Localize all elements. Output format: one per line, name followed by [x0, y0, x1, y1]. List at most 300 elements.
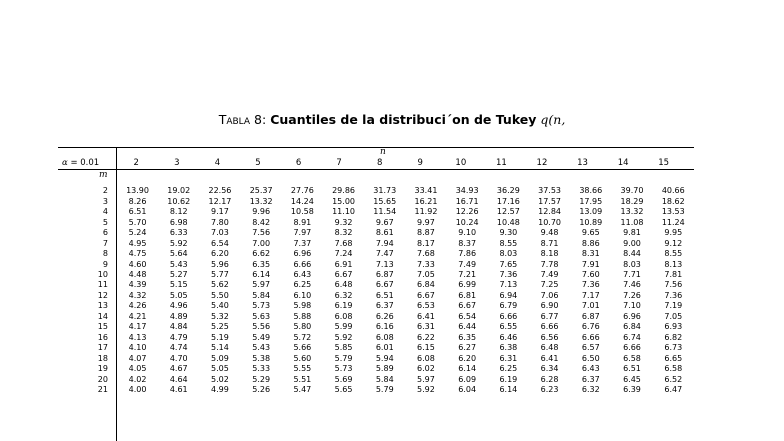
table-cell: 6.51: [128, 207, 147, 217]
column-header-n: 13: [577, 158, 588, 168]
table-cell: 9.96: [252, 207, 271, 217]
column-header-n: 2: [133, 158, 139, 168]
table-row: [58, 217, 694, 227]
table-cell: 8.71: [540, 238, 559, 248]
table-cell: 6.87: [375, 269, 394, 279]
table-cell: 6.58: [664, 364, 683, 374]
table-cell: 6.01: [375, 343, 394, 353]
table-cell: 4.07: [128, 353, 147, 363]
table-cell: 5.55: [293, 364, 312, 374]
row-m-value: 6: [102, 228, 108, 238]
table-cell: 5.27: [169, 269, 188, 279]
table-cell: 8.91: [293, 217, 312, 227]
table-cell: 5.40: [211, 301, 229, 311]
table-row: [58, 270, 694, 280]
table-cell: 8.86: [581, 238, 600, 248]
table-row: [58, 249, 694, 259]
table-cell: 6.19: [334, 301, 353, 311]
table-cell: 5.92: [334, 332, 353, 342]
table-cell: 5.69: [334, 374, 353, 384]
table-cell: 4.64: [169, 374, 188, 384]
table-cell: 4.13: [128, 332, 147, 342]
table-cell: 6.08: [417, 353, 435, 363]
column-header-n: 11: [495, 158, 507, 168]
table-cell: 4.05: [128, 364, 147, 374]
table-cell: 5.60: [293, 353, 312, 363]
table-cell: 7.06: [540, 290, 559, 300]
column-header-n: 5: [255, 158, 261, 168]
table-cell: 7.56: [252, 228, 271, 238]
table-cell: 8.26: [128, 196, 147, 206]
row-m-value: 16: [97, 332, 108, 342]
table-cell: 6.82: [664, 332, 683, 342]
table-cell: 7.05: [664, 311, 683, 321]
table-cell: 8.31: [581, 249, 600, 259]
table-cell: 6.50: [581, 353, 600, 363]
row-m-value: 7: [102, 238, 108, 248]
table-cell: 5.99: [334, 322, 353, 332]
table-cell: 7.81: [664, 269, 683, 279]
table-cell: 5.84: [252, 290, 271, 300]
row-m-value: 14: [97, 311, 108, 321]
table-cell: 9.65: [581, 228, 600, 238]
table-cell: 6.02: [417, 364, 435, 374]
table-cell: 13.32: [620, 207, 644, 217]
table-cell: 6.66: [540, 322, 559, 332]
table-cell: 7.46: [623, 280, 641, 290]
table-cell: 6.32: [581, 385, 600, 395]
table-cell: 4.95: [128, 238, 147, 248]
table-cell: 9.32: [334, 217, 353, 227]
table-cell: 4.74: [169, 343, 188, 353]
table-cell: 4.26: [128, 301, 147, 311]
table-cell: 8.18: [540, 249, 559, 259]
table-cell: 33.41: [414, 186, 438, 196]
table-cell: 16.71: [455, 196, 479, 206]
table-cell: 9.30: [499, 228, 518, 238]
table-cell: 5.70: [128, 217, 147, 227]
table-cell: 5.94: [375, 353, 394, 363]
table-cell: 7.49: [458, 259, 477, 269]
table-cell: 8.13: [664, 259, 683, 269]
table-cell: 6.10: [293, 290, 312, 300]
table-cell: 5.98: [293, 301, 312, 311]
table-cell: 7.65: [499, 259, 518, 269]
table-cell: 6.73: [664, 343, 683, 353]
table-cell: 4.39: [128, 280, 147, 290]
table-cell: 6.84: [417, 280, 435, 290]
table-cell: 6.57: [581, 343, 600, 353]
table-row: [58, 354, 694, 364]
table-cell: 4.17: [128, 322, 147, 332]
table-cell: 17.57: [538, 196, 562, 206]
table-cell: 40.66: [661, 186, 685, 196]
table-cell: 6.66: [293, 259, 312, 269]
table-cell: 8.32: [334, 228, 353, 238]
table-cell: 7.00: [252, 238, 271, 248]
table-caption-text: Cuantiles de la distribuci´on de Tukey: [270, 112, 537, 127]
table-cell: 7.56: [664, 280, 683, 290]
table-cell: 38.66: [579, 186, 603, 196]
table-row: [58, 322, 694, 332]
table-cell: 5.65: [334, 385, 353, 395]
table-cell: 6.87: [581, 311, 600, 321]
row-m-value: 19: [97, 364, 108, 374]
table-cell: 10.48: [496, 217, 520, 227]
table-cell: 13.90: [126, 186, 149, 196]
table-cell: 8.55: [664, 249, 683, 259]
table-cell: 6.44: [458, 322, 477, 332]
table-cell: 6.37: [375, 301, 394, 311]
top-rule: [58, 147, 694, 148]
table-cell: 6.14: [458, 364, 477, 374]
row-m-value: 9: [102, 259, 108, 269]
table-row: [58, 186, 694, 196]
table-cell: 9.10: [458, 228, 477, 238]
table-cell: 6.76: [581, 322, 600, 332]
column-header-n: 12: [536, 158, 548, 168]
table-cell: 8.42: [252, 217, 271, 227]
table-caption-function: q(n,: [540, 112, 566, 127]
row-m-value: 5: [102, 217, 108, 227]
table-cell: 10.62: [167, 196, 191, 206]
table-cell: 7.36: [581, 280, 600, 290]
table-cell: 5.32: [211, 311, 229, 321]
table-cell: 16.21: [414, 196, 438, 206]
table-cell: 5.79: [334, 353, 353, 363]
table-cell: 13.32: [249, 196, 273, 206]
table-cell: 6.77: [540, 311, 559, 321]
alpha-symbol: α: [62, 158, 68, 168]
table-cell: 6.26: [375, 311, 394, 321]
table-cell: 7.10: [623, 301, 641, 311]
table-cell: 12.57: [496, 207, 520, 217]
table-caption-prefix: Tabla: [218, 112, 251, 127]
table-cell: 11.54: [373, 207, 397, 217]
table-number: 8:: [254, 112, 267, 127]
table-cell: 7.60: [581, 269, 600, 279]
table-cell: 6.08: [334, 311, 353, 321]
table-cell: 15.65: [373, 196, 397, 206]
table-cell: 11.10: [332, 207, 355, 217]
row-m-value: 10: [97, 269, 108, 279]
table-cell: 4.48: [128, 269, 147, 279]
table-cell: 34.93: [455, 186, 479, 196]
table-cell: 13.53: [661, 207, 685, 217]
table-cell: 39.70: [620, 186, 644, 196]
column-header-n: 8: [376, 158, 383, 168]
table-cell: 6.20: [458, 353, 477, 363]
column-header-n: 6: [295, 158, 302, 168]
table-cell: 6.43: [581, 364, 600, 374]
table-cell: 5.64: [169, 249, 188, 259]
table-cell: 6.52: [664, 374, 683, 384]
table-title: [0, 112, 784, 127]
table-row: [58, 259, 694, 269]
table-cell: 6.25: [293, 280, 312, 290]
table-cell: 8.12: [169, 207, 188, 217]
table-cell: 10.24: [455, 217, 479, 227]
table-cell: 12.17: [208, 196, 232, 206]
table-cell: 17.16: [496, 196, 520, 206]
table-cell: 6.67: [334, 269, 353, 279]
table-cell: 6.58: [623, 353, 641, 363]
table-cell: 5.09: [211, 353, 229, 363]
table-cell: 5.73: [252, 301, 271, 311]
table-cell: 4.84: [169, 322, 188, 332]
table-cell: 8.03: [499, 249, 518, 259]
table-cell: 5.26: [252, 385, 271, 395]
table-cell: 9.67: [375, 217, 394, 227]
table-cell: 5.56: [252, 322, 271, 332]
table-cell: 6.34: [540, 364, 559, 374]
table-cell: 7.47: [375, 249, 394, 259]
table-cell: 6.55: [499, 322, 518, 332]
table-cell: 8.37: [458, 238, 477, 248]
table-cell: 5.84: [375, 374, 394, 384]
table-cell: 7.80: [211, 217, 229, 227]
row-m-value: 18: [97, 353, 108, 363]
table-cell: 7.78: [540, 259, 559, 269]
table-cell: 7.26: [623, 290, 641, 300]
table-cell: 6.98: [169, 217, 188, 227]
table-cell: 8.44: [623, 249, 641, 259]
table-cell: 6.31: [417, 322, 435, 332]
table-cell: 6.32: [334, 290, 353, 300]
table-cell: 5.43: [252, 343, 271, 353]
table-cell: 6.48: [334, 280, 353, 290]
table-cell: 6.48: [540, 343, 559, 353]
table-cell: 7.13: [375, 259, 394, 269]
table-cell: 6.35: [458, 332, 477, 342]
table-cell: 6.45: [623, 374, 641, 384]
table-cell: 5.05: [211, 364, 229, 374]
table-cell: 6.38: [499, 343, 518, 353]
table-row: [58, 228, 694, 238]
table-cell: 7.03: [211, 228, 229, 238]
table-cell: 4.02: [128, 374, 147, 384]
table-cell: 29.86: [332, 186, 355, 196]
table-cell: 7.49: [540, 269, 559, 279]
table-cell: 9.17: [211, 207, 229, 217]
table-cell: 5.24: [128, 228, 147, 238]
row-m-value: 12: [97, 290, 108, 300]
table-cell: 6.99: [458, 280, 477, 290]
table-cell: 12.84: [538, 207, 562, 217]
table-cell: 18.29: [620, 196, 644, 206]
table-cell: 7.05: [417, 269, 435, 279]
table-cell: 6.66: [623, 343, 641, 353]
table-cell: 6.53: [417, 301, 435, 311]
table-row: [58, 238, 694, 248]
table-cell: 6.93: [664, 322, 683, 332]
table-cell: 6.51: [623, 364, 641, 374]
table-cell: 6.08: [375, 332, 394, 342]
table-cell: 13.09: [579, 207, 603, 217]
table-cell: 5.92: [417, 385, 435, 395]
table-cell: 5.97: [417, 374, 435, 384]
table-cell: 9.48: [540, 228, 559, 238]
table-cell: 5.96: [211, 259, 229, 269]
column-header-n: 14: [617, 158, 629, 168]
row-m-value: 11: [97, 280, 108, 290]
table-cell: 8.61: [375, 228, 394, 238]
table-row: [58, 333, 694, 343]
m-label: m: [99, 170, 108, 180]
table-cell: 5.77: [211, 269, 229, 279]
table-cell: 6.14: [499, 385, 518, 395]
table-cell: 5.51: [293, 374, 312, 384]
table-cell: 7.25: [540, 280, 559, 290]
table-cell: 7.71: [623, 269, 641, 279]
column-header-n: 9: [417, 158, 423, 168]
table-cell: 7.68: [417, 249, 435, 259]
table-cell: 14.24: [290, 196, 314, 206]
table-cell: 7.21: [458, 269, 477, 279]
table-cell: 6.41: [417, 311, 435, 321]
table-cell: 5.66: [293, 343, 312, 353]
row-m-value: 21: [97, 385, 108, 395]
table-row: [58, 196, 694, 206]
table-cell: 6.09: [458, 374, 477, 384]
table-cell: 4.00: [128, 385, 147, 395]
table-cell: 5.25: [211, 322, 229, 332]
table-cell: 22.56: [208, 186, 232, 196]
table-cell: 6.25: [499, 364, 518, 374]
table-row: [58, 301, 694, 311]
table-cell: 6.65: [664, 353, 683, 363]
table-cell: 6.67: [458, 301, 477, 311]
table-cell: 7.36: [664, 290, 683, 300]
table-cell: 6.46: [499, 332, 518, 342]
table-cell: 10.70: [538, 217, 562, 227]
table-cell: 6.62: [252, 249, 271, 259]
table-cell: 7.86: [458, 249, 477, 259]
table-cell: 4.10: [128, 343, 147, 353]
row-m-value: 13: [97, 301, 108, 311]
table-cell: 4.70: [169, 353, 188, 363]
table-cell: 5.33: [252, 364, 271, 374]
table-cell: 4.75: [128, 249, 147, 259]
table-cell: 6.67: [375, 280, 394, 290]
table-cell: 5.50: [211, 290, 229, 300]
table-row: [58, 343, 694, 353]
table-cell: 10.58: [290, 207, 314, 217]
alpha-label: [62, 158, 99, 168]
tukey-quantile-table: [58, 186, 694, 395]
table-cell: 5.15: [169, 280, 188, 290]
table-cell: 5.47: [293, 385, 312, 395]
table-cell: 5.29: [252, 374, 271, 384]
table-cell: 10.89: [579, 217, 603, 227]
row-m-value: 4: [102, 207, 108, 217]
table-cell: 7.97: [293, 228, 312, 238]
table-cell: 6.66: [499, 311, 518, 321]
table-cell: 7.94: [375, 238, 394, 248]
table-cell: 7.01: [581, 301, 600, 311]
table-cell: 6.20: [211, 249, 229, 259]
table-cell: 6.04: [458, 385, 477, 395]
table-cell: 6.31: [499, 353, 518, 363]
table-cell: 6.54: [458, 311, 477, 321]
table-cell: 25.37: [249, 186, 273, 196]
row-m-value: 2: [102, 186, 108, 196]
column-header-n: 10: [455, 158, 467, 168]
table-cell: 4.99: [211, 385, 229, 395]
table-cell: 6.39: [623, 385, 641, 395]
table-row: [58, 364, 694, 374]
table-row: [58, 280, 694, 290]
table-cell: 5.73: [334, 364, 353, 374]
table-cell: 5.72: [293, 332, 312, 342]
table-cell: 37.53: [538, 186, 562, 196]
table-cell: 15.00: [332, 196, 355, 206]
table-cell: 4.96: [169, 301, 188, 311]
table-cell: 6.96: [623, 311, 641, 321]
table-cell: 5.79: [375, 385, 394, 395]
table-cell: 6.79: [499, 301, 518, 311]
table-cell: 19.02: [167, 186, 191, 196]
table-cell: 5.88: [293, 311, 312, 321]
table-cell: 9.97: [417, 217, 435, 227]
table-cell: 5.43: [169, 259, 188, 269]
table-cell: 9.95: [664, 228, 683, 238]
table-cell: 9.00: [623, 238, 641, 248]
table-cell: 17.95: [579, 196, 603, 206]
table-cell: 6.19: [499, 374, 518, 384]
table-cell: 6.15: [417, 343, 435, 353]
table-cell: 4.79: [169, 332, 188, 342]
table-cell: 7.68: [334, 238, 353, 248]
table-cell: 5.02: [211, 374, 229, 384]
table-cell: 6.16: [375, 322, 394, 332]
column-header-n: 15: [658, 158, 670, 168]
table-cell: 27.76: [290, 186, 314, 196]
table-cell: 11.24: [661, 217, 685, 227]
table-cell: 7.13: [499, 280, 518, 290]
table-cell: 5.49: [252, 332, 271, 342]
table-cell: 4.61: [169, 385, 188, 395]
table-cell: 6.35: [252, 259, 271, 269]
table-row: [58, 291, 694, 301]
table-cell: 8.03: [623, 259, 641, 269]
row-m-value: 15: [97, 322, 108, 332]
header-rule: [58, 169, 694, 170]
table-cell: 6.43: [293, 269, 312, 279]
table-cell: 6.74: [623, 332, 641, 342]
table-cell: 5.97: [252, 280, 271, 290]
table-cell: 5.89: [375, 364, 394, 374]
table-cell: 5.05: [169, 290, 188, 300]
table-cell: 6.96: [293, 249, 312, 259]
table-cell: 4.21: [128, 311, 147, 321]
table-cell: 6.23: [540, 385, 559, 395]
table-cell: 31.73: [373, 186, 397, 196]
table-row: [58, 374, 694, 384]
table-cell: 8.55: [499, 238, 518, 248]
table-cell: 9.81: [623, 228, 641, 238]
column-header-n: 7: [336, 158, 342, 168]
table-cell: 8.17: [417, 238, 435, 248]
table-cell: 7.24: [334, 249, 353, 259]
table-cell: 6.51: [375, 290, 394, 300]
table-cell: 6.67: [417, 290, 435, 300]
alpha-value: = 0.01: [70, 158, 100, 168]
table-cell: 6.91: [334, 259, 353, 269]
table-cell: 4.67: [169, 364, 188, 374]
table-cell: 7.33: [417, 259, 435, 269]
table-cell: 5.62: [211, 280, 229, 290]
